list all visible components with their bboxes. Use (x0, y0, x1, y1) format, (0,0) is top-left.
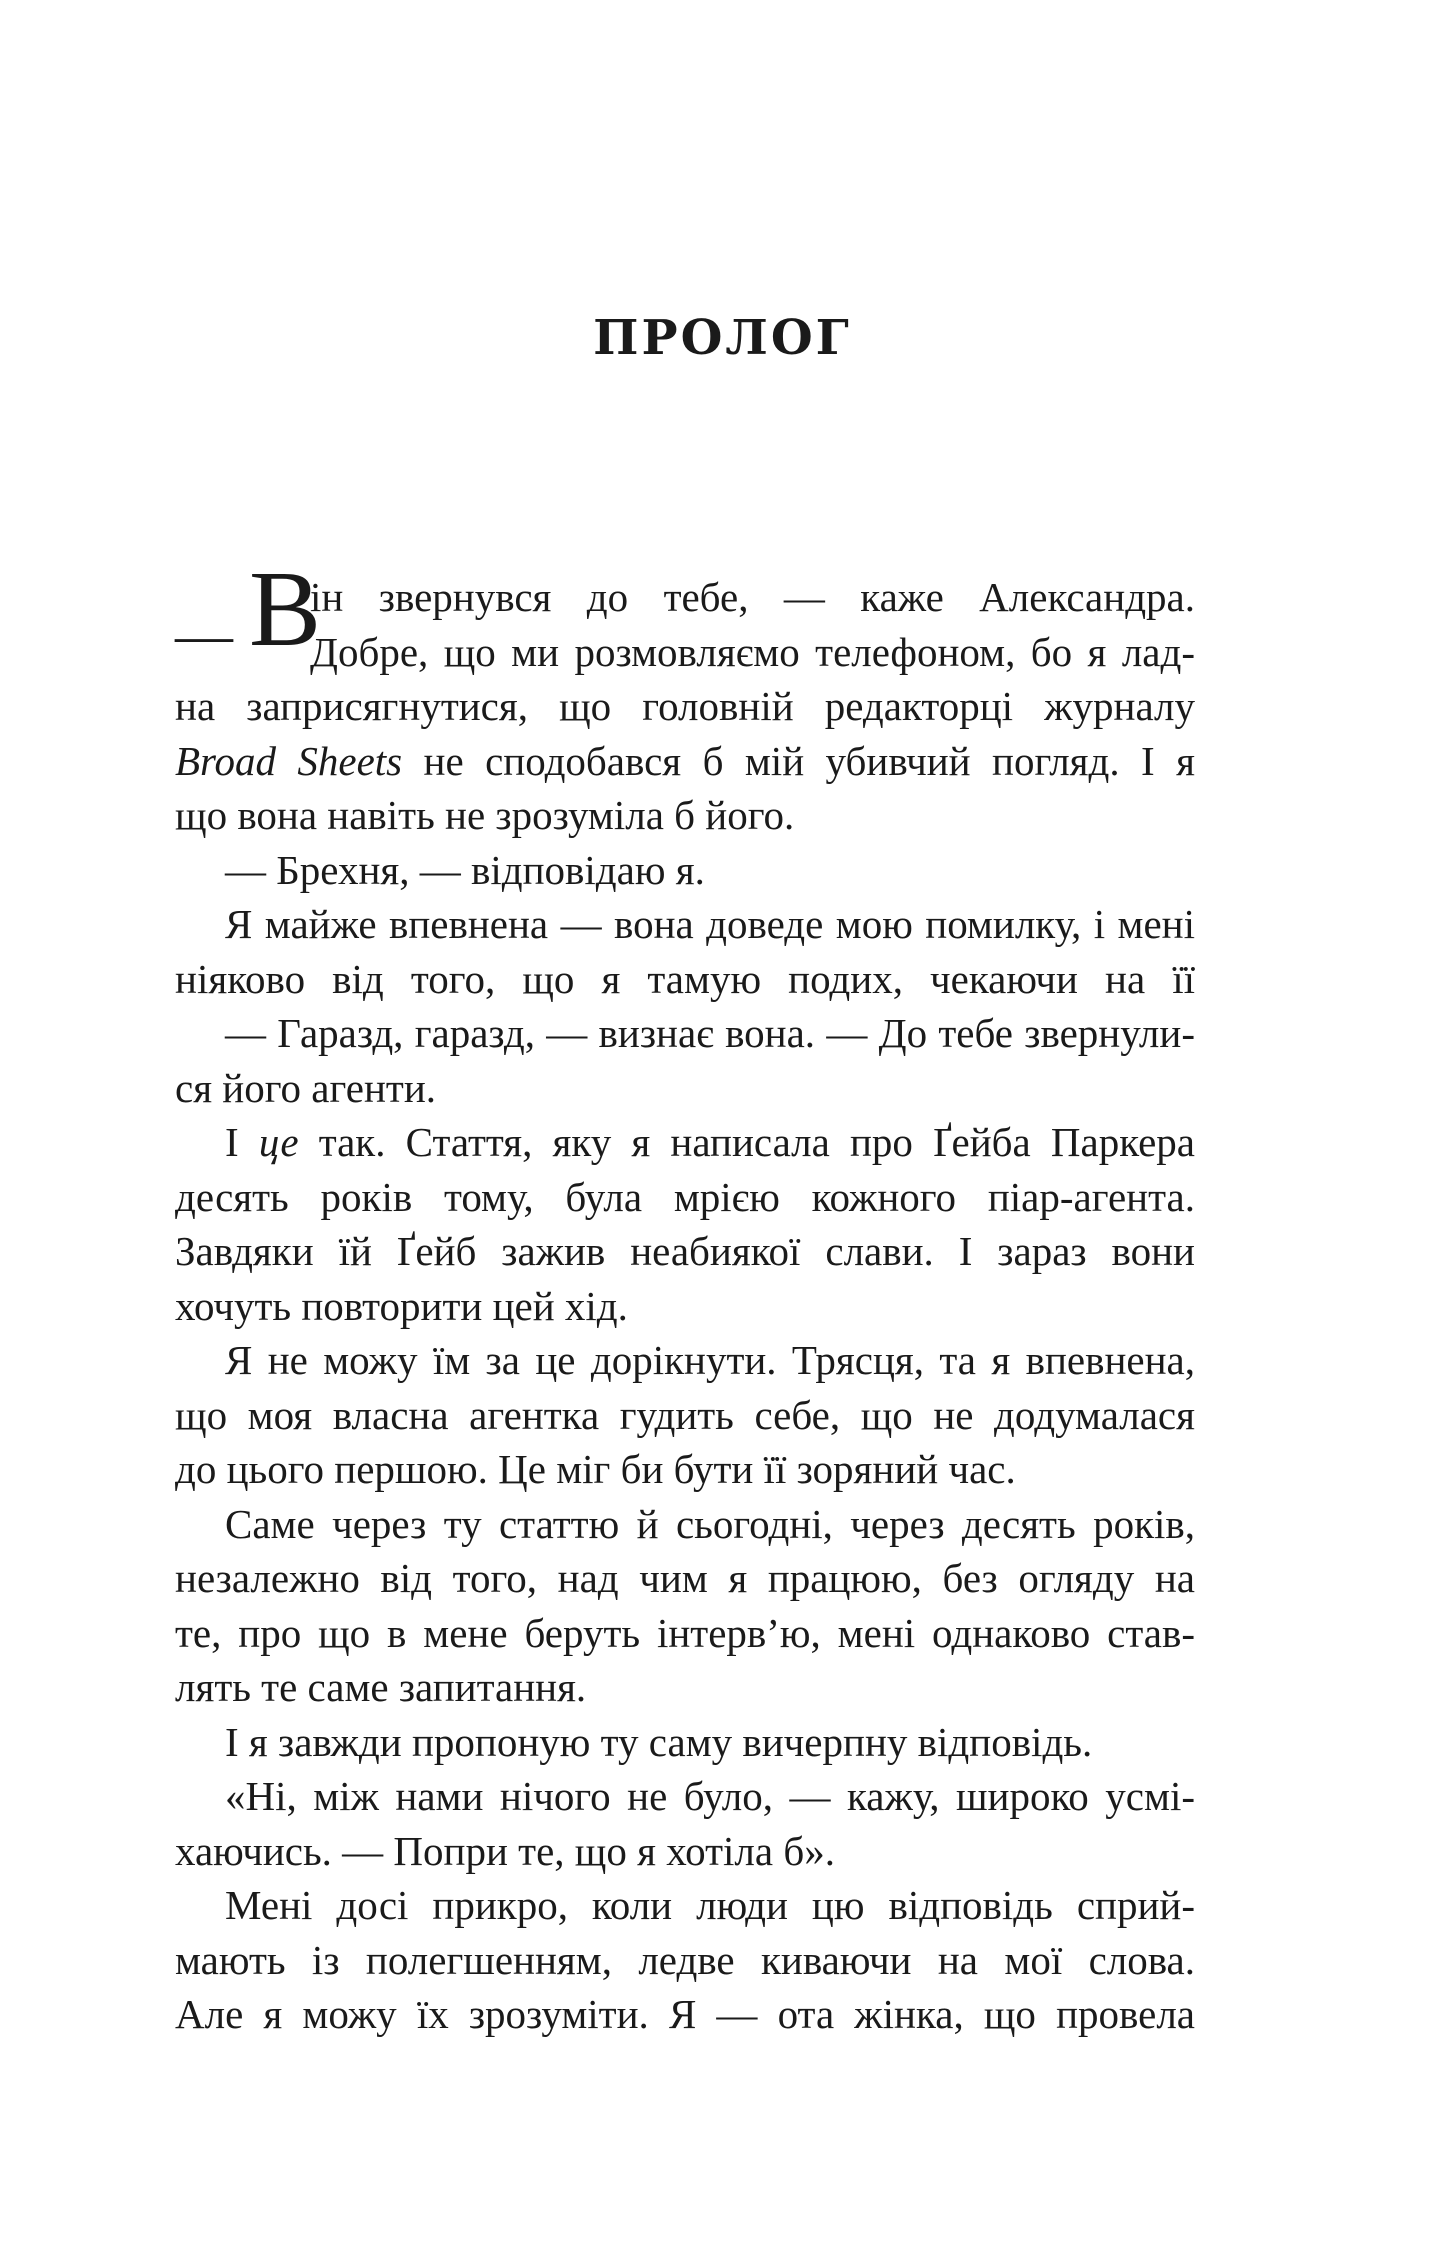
body-text (175, 550, 1195, 2042)
text-line: на заприсягнутися, що головній редакторці журналу (175, 683, 1195, 729)
text-line (175, 1115, 1195, 1170)
text-line: Але я можу їх зрозуміти. Я — ота жінка, що провела (175, 1991, 1195, 2037)
text-line: незалежно від того, над чим я працюю, без огляду на (175, 1555, 1195, 1601)
text-line: Саме через ту статтю й сьогодні, через десять років, (225, 1500, 1195, 1547)
text-line: Мені досі прикро, коли люди цю відповідь сприй- (225, 1882, 1195, 1928)
text-line: хочуть повторити цей хід. (175, 1282, 628, 1329)
text-line: Добре, що ми розмовляємо телефоном, бо я лад- (310, 628, 1195, 675)
italic-text: це (258, 1119, 299, 1165)
drop-cap-letter: В (249, 550, 322, 669)
text-run: не сподобався б мій убивчий погляд. І я (402, 737, 1195, 784)
drop-cap (175, 550, 322, 682)
text-line: ся його агенти. (175, 1064, 437, 1111)
text-line: І я завжди пропоную ту саму вичерпну відповідь. (225, 1718, 1093, 1765)
text-line (175, 734, 1195, 789)
text-line: — Гаразд, гаразд, — визнає вона. — До тебе звернули- (225, 1010, 1195, 1056)
italic-text: Broad Sheets (175, 737, 403, 784)
text-run: І (225, 1119, 259, 1165)
text-line: до цього першою. Це міг би бути її зоряний час. (175, 1446, 1016, 1492)
text-line: ніяково від того, що я тамую подих, чекаючи на її (175, 955, 1195, 1002)
text-line: лять те саме запитання. (175, 1664, 587, 1710)
text-line: десять років тому, була мрією кожного піар-агента. (175, 1173, 1195, 1220)
text-line: «Ні, між нами нічого не було, — кажу, широко усмі- (225, 1773, 1195, 1819)
text-line: те, про що в мене беруть інтерв’ю, мені однаково став- (175, 1609, 1195, 1656)
chapter-title: ПРОЛОГ (593, 310, 852, 366)
text-line: що вона навіть не зрозуміла б його. (175, 792, 795, 838)
text-line: Я майже впевнена — вона доведе мою помилку, і мені (225, 901, 1195, 947)
drop-cap-dash: — (175, 602, 233, 667)
text-line: Я не можу їм за це дорікнути. Трясця, та я впевнена, (225, 1337, 1195, 1383)
text-line: що моя власна агентка гудить себе, що не додумалася (175, 1391, 1195, 1438)
text-line: — Брехня, — відповідаю я. (225, 846, 705, 893)
text-line: Завдяки їй Ґейб зажив неабиякої слави. І зараз вони (175, 1228, 1195, 1274)
text-run: так. Стаття, яку я написала про Ґейба Паркера (298, 1119, 1195, 1165)
text-line: хаючись. — Попри те, що я хотіла б». (175, 1827, 835, 1874)
text-line: ін звернувся до тебе, — каже Александра. (310, 574, 1195, 620)
text-line: мають із полегшенням, ледве киваючи на мої слова. (175, 1936, 1195, 1983)
